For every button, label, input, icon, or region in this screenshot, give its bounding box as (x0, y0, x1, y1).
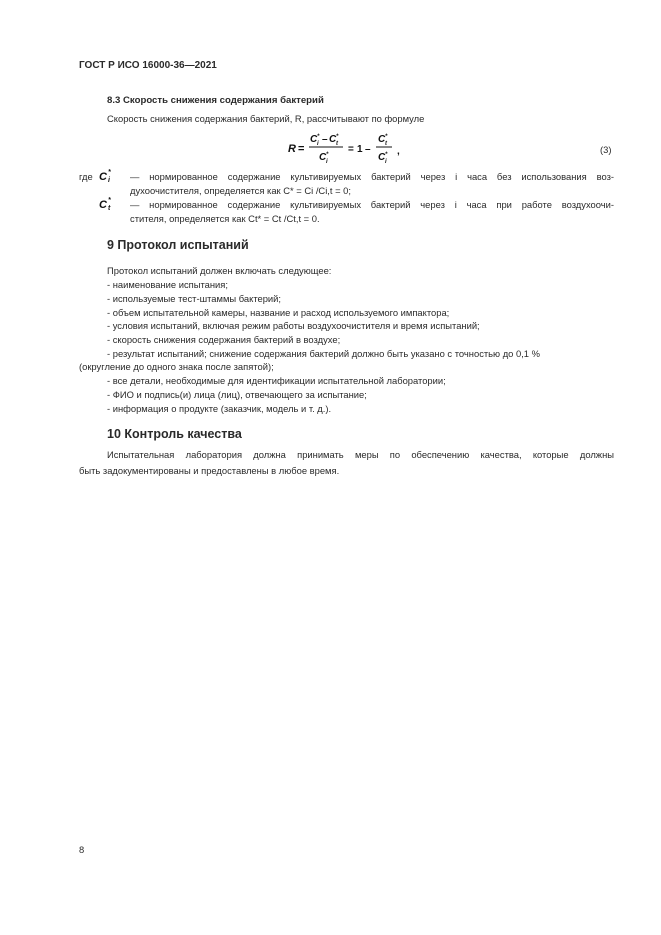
where-label: где (79, 171, 93, 182)
definition-ct-line-1: — нормированное содержание культивируемых бактерий через i часа при работе воздухоочи- (130, 199, 614, 210)
svg-text:*: * (317, 134, 320, 140)
svg-text:1: 1 (357, 144, 363, 155)
svg-text:=: = (298, 143, 305, 155)
svg-text:*: * (326, 152, 329, 158)
svg-text:C: C (329, 134, 337, 145)
formula-number: (3) (600, 144, 612, 155)
svg-text:i: i (385, 159, 387, 165)
definition-ci-line-2: духоочистителя, определяется как C* = Ci /Ci,t = 0; (130, 185, 351, 196)
section-9-heading: 9 Протокол испытаний (107, 238, 249, 252)
svg-text:i: i (326, 159, 328, 165)
list-item: - скорость снижения содержания бактерий в воздухе; (107, 334, 341, 345)
svg-text:C: C (378, 152, 386, 163)
list-item: Протокол испытаний должен включать следующее: (107, 265, 332, 276)
section-8-3-intro: Скорость снижения содержания бактерий, R, рассчитывают по формуле (107, 113, 425, 124)
svg-text:*: * (385, 134, 388, 140)
svg-text:=: = (348, 144, 354, 155)
symbol-ci-star-image (98, 168, 120, 186)
svg-text:i: i (108, 177, 110, 184)
section-8-3-heading: 8.3 Скорость снижения содержания бактерий (107, 95, 324, 106)
formula-r-image (288, 132, 428, 166)
svg-text:i: i (317, 141, 319, 147)
list-item: - ФИО и подпись(и) лица (лиц), отвечающего за испытание; (107, 389, 367, 400)
definition-ct-line-2: стителя, определяется как Ct* = Ct /Ct,t = 0. (130, 213, 320, 224)
svg-text:C: C (99, 199, 107, 211)
list-item: - объем испытательной камеры, название и расход используемого импактора; (107, 307, 450, 318)
svg-text:R: R (288, 143, 296, 155)
page-number: 8 (79, 844, 85, 855)
document-header: ГОСТ Р ИСО 16000-36—2021 (79, 60, 217, 71)
svg-text:,: , (397, 146, 400, 157)
svg-text:–: – (365, 144, 371, 155)
svg-text:*: * (108, 197, 111, 204)
list-item: - используемые тест-штаммы бактерий; (107, 293, 282, 304)
list-item: - результат испытаний; снижение содержания бактерий должно быть указано с точностью до 0,1 % (107, 348, 540, 359)
svg-text:–: – (322, 134, 328, 145)
list-item: - все детали, необходимые для идентификации испытательной лаборатории; (107, 375, 446, 386)
section-10-text-line-1: Испытательная лаборатория должна принимать меры по обеспечению качества, которые должны (107, 449, 614, 460)
svg-text:*: * (336, 134, 339, 140)
list-item: (округление до одного знака после запятой); (79, 361, 274, 372)
list-item: - условия испытаний, включая режим работы воздухоочистителя и время испытаний; (107, 320, 480, 331)
svg-text:t: t (336, 141, 338, 147)
section-10-heading: 10 Контроль качества (107, 427, 242, 441)
svg-text:C: C (310, 134, 318, 145)
list-item: - информация о продукте (заказчик, модель и т. д.). (107, 403, 332, 414)
svg-text:t: t (385, 141, 387, 147)
section-10-text-line-2: быть задокументированы и предоставлены в любое время. (79, 465, 340, 476)
svg-text:C: C (378, 134, 386, 145)
svg-text:t: t (108, 205, 111, 212)
list-item: - наименование испытания; (107, 279, 228, 290)
svg-text:*: * (108, 169, 111, 176)
svg-text:*: * (385, 152, 388, 158)
symbol-ct-star-image (98, 196, 120, 214)
definition-ci-line-1: — нормированное содержание культивируемых бактерий через i часа без использования воз- (130, 171, 614, 182)
svg-text:C: C (99, 171, 107, 183)
svg-text:C: C (319, 152, 327, 163)
